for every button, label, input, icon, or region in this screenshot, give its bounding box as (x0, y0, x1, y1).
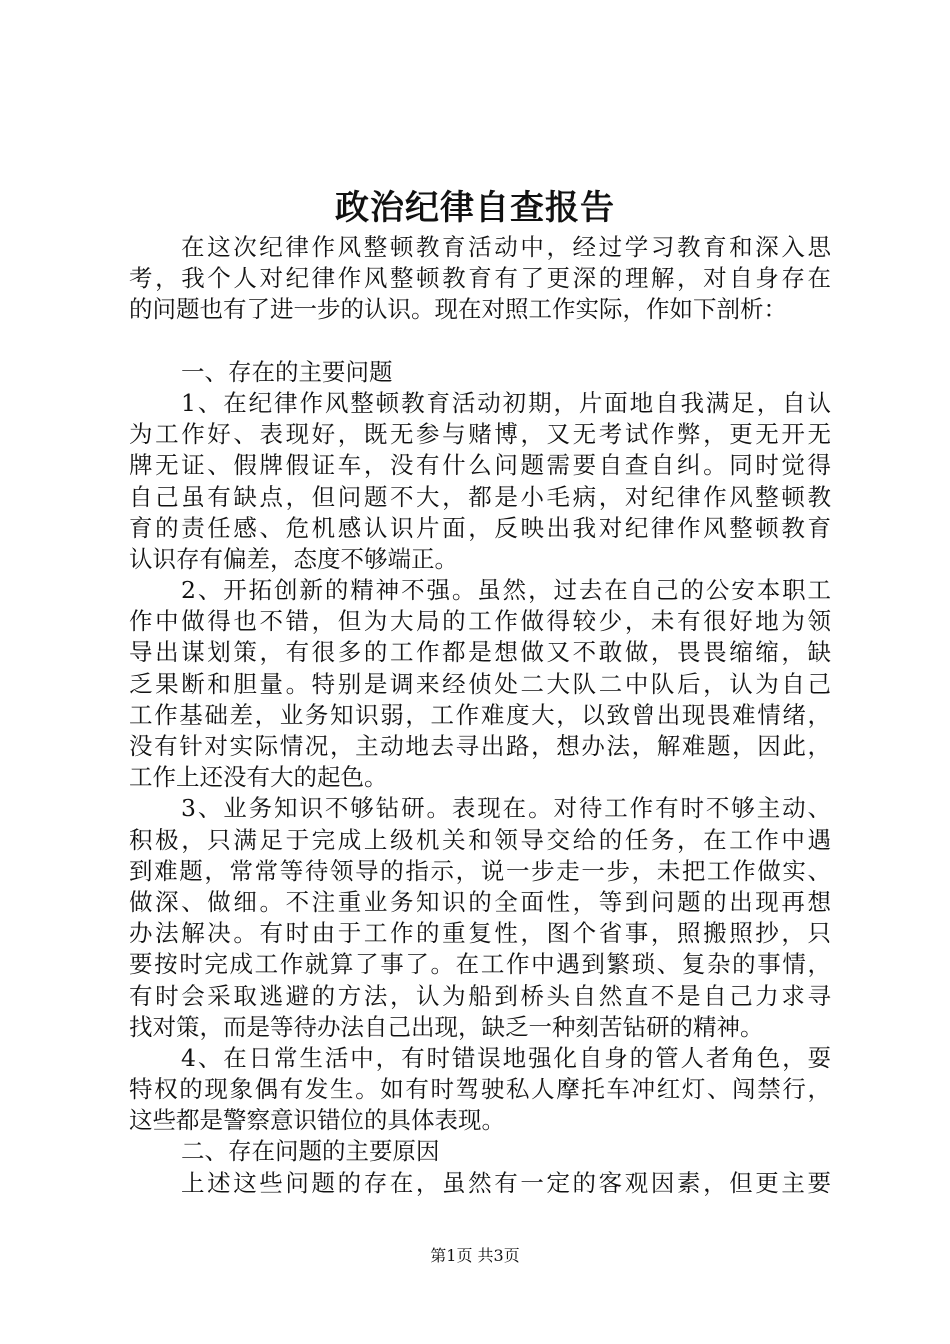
text-line: 牌无证、假牌假证车，没有什么问题需要自查自纠。同时觉得 (129, 451, 831, 480)
text-line: 2、开拓创新的精神不强。虽然，过去在自己的公安本职工 (181, 576, 831, 605)
text-line: 工作基础差，业务知识弱，工作难度大，以致曾出现畏难情绪， (129, 700, 831, 729)
text-line: 的问题也有了进一步的认识。现在对照工作实际，作如下剖析： (129, 295, 787, 324)
paragraph-gap (129, 326, 831, 357)
page-footer: 第1页 共3页 (430, 1246, 520, 1265)
text-line: 自己虽有缺点，但问题不大，都是小毛病，对纪律作风整顿教 (129, 482, 831, 511)
text-line: 有时会采取逃避的方法，认为船到桥头自然直不是自己力求寻 (129, 981, 831, 1010)
text-line: 考，我个人对纪律作风整顿教育有了更深的理解，对自身存在 (129, 264, 831, 293)
text-line: 二、存在问题的主要原因 (181, 1137, 440, 1166)
text-line: 做深、做细。不注重业务知识的全面性，等到问题的出现再想 (129, 887, 831, 916)
text-line: 这些都是警察意识错位的具体表现。 (129, 1106, 505, 1135)
text-line: 一、存在的主要问题 (181, 357, 393, 386)
text-line: 上述这些问题的存在，虽然有一定的客观因素，但更主要 (181, 1168, 831, 1197)
text-line: 认识存有偏差，态度不够端正。 (129, 544, 458, 573)
text-line: 3、业务知识不够钻研。表现在。对待工作有时不够主动、 (181, 794, 831, 823)
text-line: 办法解决。有时由于工作的重复性，图个省事，照搬照抄，只 (129, 919, 831, 948)
text-line: 找对策，而是等待办法自己出现，缺乏一种刻苦钻研的精神。 (129, 1012, 764, 1041)
text-line: 为工作好、表现好，既无参与赌博，又无考试作弊，更无开无 (129, 420, 831, 449)
text-line: 没有针对实际情况，主动地去寻出路，想办法，解难题，因此， (129, 732, 831, 760)
document-title: 政治纪律自查报告 (335, 188, 615, 228)
text-line: 工作上还没有大的起色。 (129, 763, 388, 792)
text-line: 在这次纪律作风整顿教育活动中，经过学习教育和深入思 (181, 233, 831, 261)
text-line: 特权的现象偶有发生。如有时驾驶私人摩托车冲红灯、闯禁行， (129, 1075, 831, 1104)
text-line: 育的责任感、危机感认识片面，反映出我对纪律作风整顿教育 (129, 513, 831, 542)
text-line: 到难题，常常等待领导的指示，说一步走一步，未把工作做实、 (129, 856, 831, 885)
text-line: 4、在日常生活中，有时错误地强化自身的管人者角色，耍 (181, 1043, 831, 1072)
document-body (129, 232, 831, 1199)
text-line: 积极，只满足于完成上级机关和领导交给的任务，在工作中遇 (129, 825, 831, 854)
text-line: 乏果断和胆量。特别是调来经侦处二大队二中队后，认为自己 (129, 669, 831, 698)
text-line: 导出谋划策，有很多的工作都是想做又不敢做，畏畏缩缩，缺 (129, 638, 831, 667)
text-line: 1、在纪律作风整顿教育活动初期，片面地自我满足，自认 (181, 388, 831, 417)
text-line: 作中做得也不错，但为大局的工作做得较少，未有很好地为领 (129, 607, 831, 636)
text-line: 要按时完成工作就算了事了。在工作中遇到繁琐、复杂的事情， (129, 950, 831, 979)
